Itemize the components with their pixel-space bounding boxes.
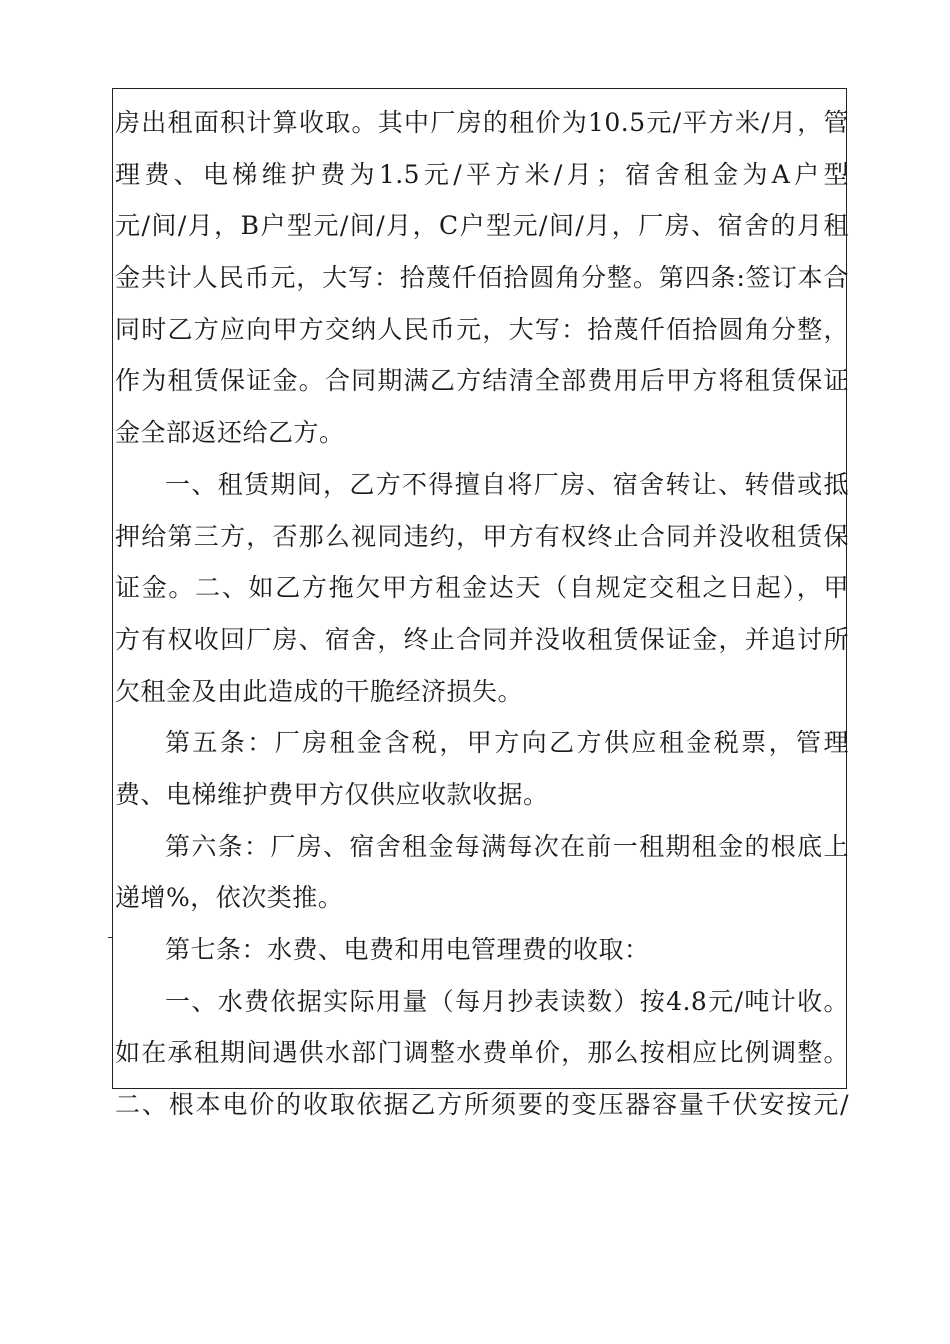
text-line: 押给第三方，否那么视同违约，甲方有权终止合同并没收租赁保 bbox=[115, 521, 849, 551]
text-line: 作为租赁保证金。合同期满乙方结清全部费用后甲方将租赁保证 bbox=[115, 366, 849, 396]
text-line: 二、根本电价的收取依据乙方所须要的变压器容量千伏安按元/ bbox=[115, 1090, 849, 1120]
text-line: 金全部返还给乙方。 bbox=[115, 418, 345, 448]
paragraph-start-line: 第六条：厂房、宿舍租金每满每次在前一租期租金的根底上 bbox=[165, 831, 849, 861]
text-line: 费、电梯维护费甲方仅供应收款收据。 bbox=[115, 779, 549, 809]
text-line: 房出租面积计算收取。其中厂房的租价为10.5元/平方米/月，管 bbox=[115, 108, 849, 137]
text-line: 元/间/月，B户型元/间/月，C户型元/间/月，厂房、宿舍的月租 bbox=[115, 211, 849, 241]
paragraph-start-line: 一、水费依据实际用量（每月抄表读数）按4.8元/吨计收。 bbox=[165, 986, 849, 1016]
text-line: 金共计人民币元，大写：拾蔑仟佰拾圆角分整。第四条:签订本合 bbox=[115, 263, 849, 293]
text-line: 递增%，依次类推。 bbox=[115, 883, 344, 913]
text-line: 理费、电梯维护费为1.5元/平方米/月；宿舍租金为A户型 bbox=[115, 159, 849, 189]
paragraph-start-line: 一、租赁期间，乙方不得擅自将厂房、宿舍转让、转借或抵 bbox=[165, 469, 849, 499]
paragraph-start-line: 第七条：水费、电费和用电管理费的收取： bbox=[165, 935, 650, 964]
margin-tick bbox=[108, 937, 112, 938]
text-line: 方有权收回厂房、宿舍，终止合同并没收租赁保证金，并追讨所 bbox=[115, 624, 849, 654]
text-line: 如在承租期间遇供水部门调整水费单价，那么按相应比例调整。 bbox=[115, 1038, 849, 1068]
text-line: 同时乙方应向甲方交纳人民币元，大写：拾蔑仟佰拾圆角分整， bbox=[115, 314, 849, 344]
document-frame bbox=[112, 88, 849, 1120]
text-line: 证金。二、如乙方拖欠甲方租金达天（自规定交租之日起），甲 bbox=[115, 573, 849, 603]
paragraph-start-line: 第五条：厂房租金含税，甲方向乙方供应租金税票，管理 bbox=[165, 728, 849, 758]
document-body bbox=[115, 105, 849, 1139]
text-line: 欠租金及由此造成的干脆经济损失。 bbox=[115, 676, 524, 706]
